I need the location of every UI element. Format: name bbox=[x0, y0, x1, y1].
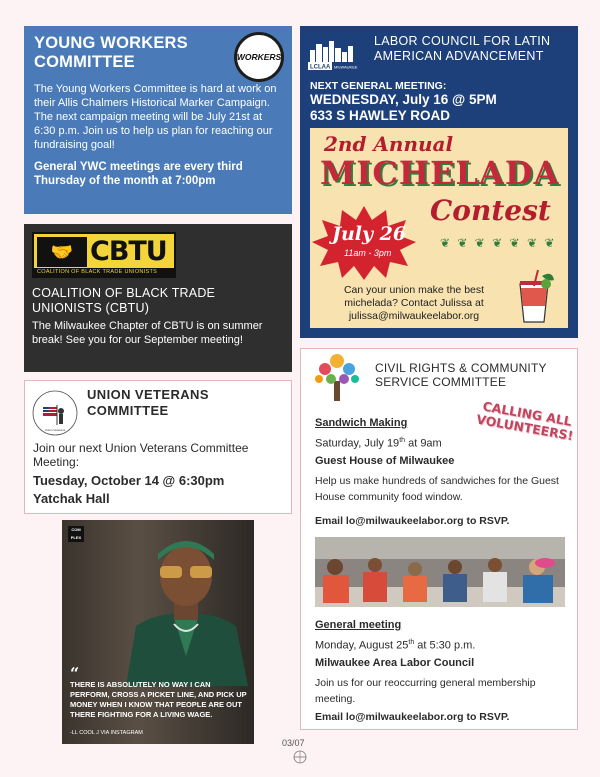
michelada-cup-icon bbox=[512, 270, 556, 324]
young-workers-title: YOUNG WORKERS COMMITTEE bbox=[34, 34, 188, 71]
event1-description: Help us make hundreds of sandwiches for the Guest House community food window. bbox=[315, 475, 559, 503]
event1-heading: Sandwich Making bbox=[315, 417, 408, 429]
cbtu-body: The Milwaukee Chapter of CBTU is on summer break! See you for our September meeting! bbox=[32, 320, 263, 346]
event1-rsvp: Email lo@milwaukeelabor.org to RSVP. bbox=[315, 515, 510, 527]
cbtu-section bbox=[24, 224, 292, 372]
quote-attribution: -LL COOL J VIA INSTAGRAM bbox=[70, 730, 143, 736]
union-veterans-section bbox=[24, 380, 292, 514]
poster-headline: MICHELADA bbox=[320, 154, 560, 192]
union-veterans-join: Join our next Union Veterans Committee Meeting: bbox=[33, 441, 249, 469]
quote-text: THERE IS ABSOLUTELY NO WAY I CAN PERFORM, CROSS A PICKET LINE, AND PICK UP MONEY WHEN I KNOW THAT PEOPLE ARE OUT THERE FIGHTING FOR A LIVING WAGE. bbox=[70, 680, 247, 719]
cbtu-title: COALITION OF BLACK TRADE UNIONISTS (CBTU) bbox=[32, 286, 216, 315]
source-badge: COM PLEX bbox=[68, 526, 84, 542]
union-veterans-logo bbox=[31, 389, 79, 437]
young-workers-section bbox=[24, 26, 292, 214]
lclaa-section bbox=[300, 26, 578, 338]
lclaa-title: LABOR COUNCIL FOR LATIN AMERICAN ADVANCEMENT bbox=[374, 34, 551, 63]
svg-text:MILWAUKEE: MILWAUKEE bbox=[334, 64, 358, 70]
lclaa-logo bbox=[308, 38, 368, 70]
civil-rights-title: CIVIL RIGHTS & COMMUNITY SERVICE COMMITTEE bbox=[375, 361, 547, 389]
lclaa-meeting-details bbox=[310, 92, 497, 124]
volunteer-callout: CALLING ALL VOLUNTEERS! bbox=[475, 398, 575, 444]
event2-rsvp: Email lo@milwaukeelabor.org to RSVP. bbox=[315, 711, 510, 723]
handshake-icon: 🤝 bbox=[37, 237, 87, 267]
young-workers-schedule: General YWC meetings are every third Thursday of the month at 7:00pm bbox=[34, 161, 243, 187]
event2-heading: General meeting bbox=[315, 619, 402, 631]
young-workers-logo: WORKERS bbox=[234, 32, 284, 82]
event2-description: Join us for our reoccurring general membership meeting. bbox=[315, 677, 536, 705]
svg-text:LCLAA: LCLAA bbox=[310, 64, 331, 70]
event2-date: Monday, August 25th at 5:30 p.m. bbox=[315, 639, 476, 652]
union-veterans-when: Tuesday, October 14 @ 6:30pm bbox=[33, 473, 225, 488]
svg-text:Union Veterans: Union Veterans bbox=[44, 428, 66, 432]
poster-annual: 2nd Annual bbox=[324, 132, 454, 156]
michelada-poster bbox=[310, 128, 568, 328]
event1-location: Guest House of Milwaukee bbox=[315, 455, 455, 467]
lclaa-next-meeting-label: NEXT GENERAL MEETING: bbox=[310, 80, 447, 92]
poster-badge-date: July 26 bbox=[332, 223, 407, 245]
civil-rights-section bbox=[300, 348, 578, 730]
quote-mark: “ bbox=[70, 664, 80, 683]
lclaa-meeting-address: 633 S HAWLEY ROAD bbox=[310, 108, 451, 123]
union-veterans-title: UNION VETERANS COMMITTEE bbox=[87, 387, 209, 418]
poster-badge-time: 11am - 3pm bbox=[344, 248, 392, 258]
event1-date: Saturday, July 19th at 9am bbox=[315, 437, 442, 450]
union-emblem-icon bbox=[292, 750, 308, 764]
lclaa-meeting-date: WEDNESDAY, July 16 @ 5PM bbox=[310, 92, 497, 107]
event2-location: Milwaukee Area Labor Council bbox=[315, 657, 475, 669]
young-workers-body: The Young Workers Committee is hard at work on their Allis Chalmers Historical Marker Campaign. The next campaign meeting will be July 21st at 6:30 p.m. Join us to help us plan for reaching our fundraising goal! bbox=[34, 83, 277, 151]
poster-ornament: ❦ ❦ ❦ ❦ ❦ ❦ ❦ bbox=[440, 236, 557, 250]
person-photo bbox=[116, 526, 254, 686]
poster-subhead: Contest bbox=[430, 194, 551, 227]
poster-ask: Can your union make the best michelada? Contact Julissa at julissa@milwaukeelabor.org bbox=[343, 284, 485, 322]
page-number: 03/07 bbox=[282, 738, 305, 748]
cbtu-logo: 🤝 CBTU COALITION OF BLACK TRADE UNIONISTS bbox=[32, 232, 176, 278]
union-veterans-where: Yatchak Hall bbox=[33, 491, 110, 506]
civil-rights-tree-logo bbox=[311, 351, 363, 403]
quote-photo bbox=[62, 520, 254, 744]
volunteers-photo bbox=[315, 537, 565, 607]
